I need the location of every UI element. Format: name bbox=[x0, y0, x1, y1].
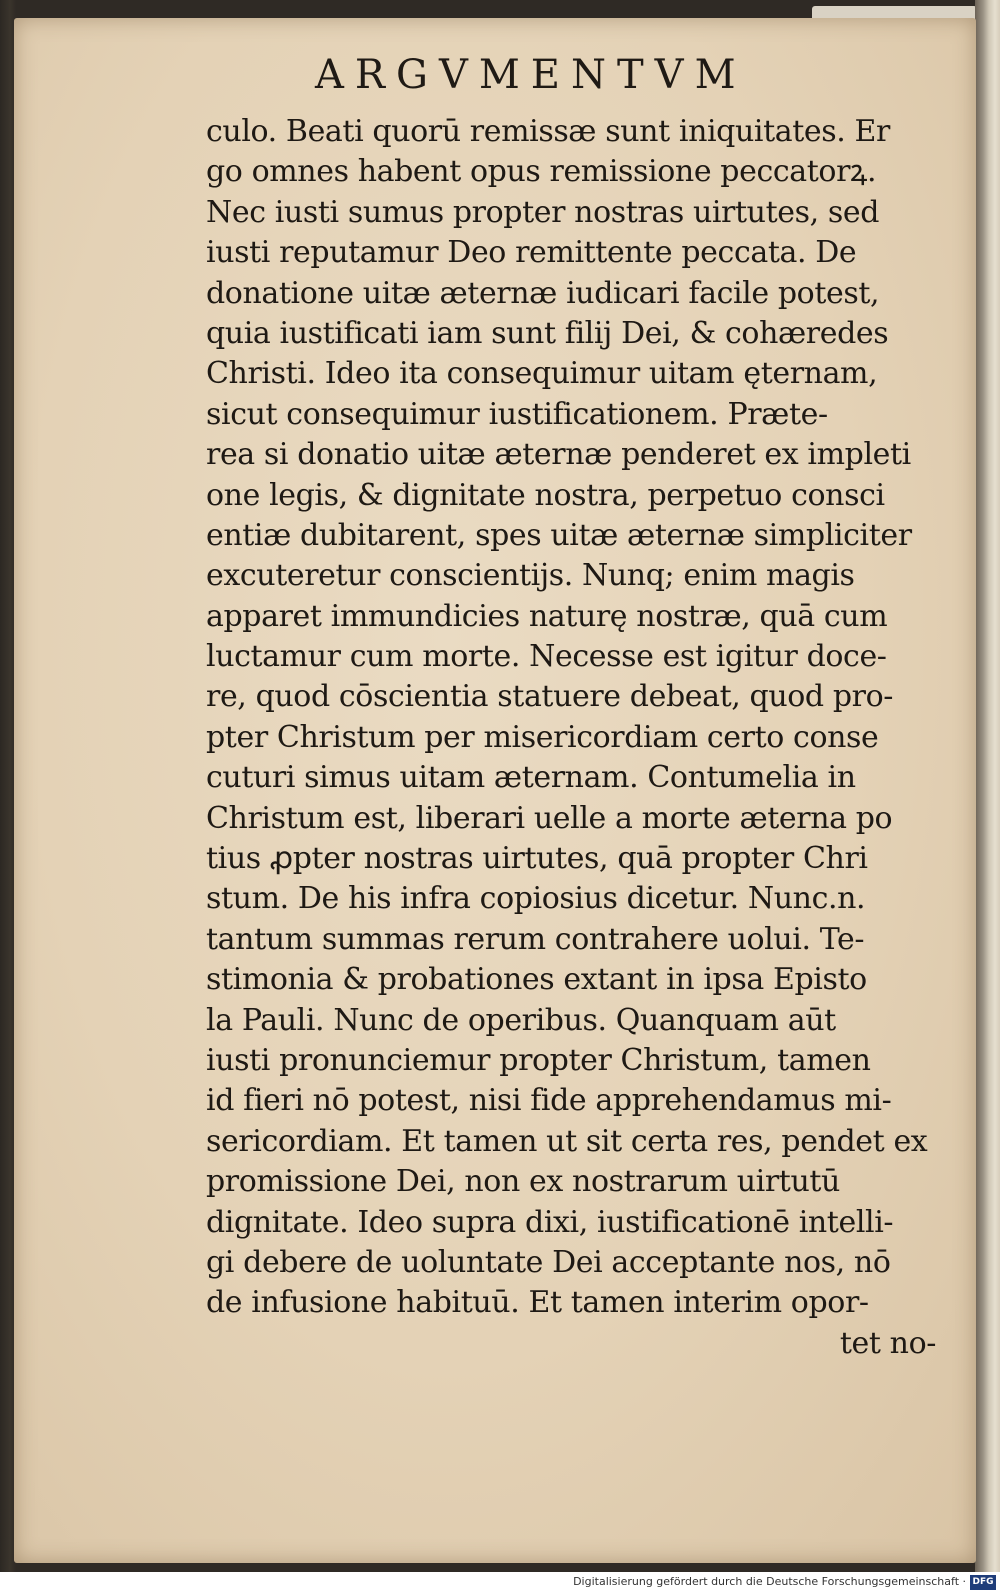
text-line: culo. Beati quorū remissæ sunt iniquitates. Er bbox=[206, 114, 890, 149]
text-line: tantum summas rerum contrahere uolui. Te- bbox=[206, 921, 865, 957]
book-edge bbox=[975, 0, 1000, 1572]
text-line: sericordiam. Et tamen ut sit certa res, pendet ex bbox=[206, 1123, 928, 1159]
footer-bar bbox=[0, 1572, 1000, 1594]
text-line: tius ꝓpter nostras uirtutes, quā propter Chri bbox=[206, 841, 868, 877]
text-line: stimonia & probationes extant in ipsa Episto bbox=[206, 962, 867, 998]
funding-note: Digitalisierung gefördert durch die Deutsche Forschungsgemeinschaft · bbox=[573, 1575, 966, 1588]
text-line: one legis, & dignitate nostra, perpetuo consci bbox=[206, 477, 885, 513]
body-text bbox=[206, 112, 944, 1324]
text-line: dignitate. Ideo supra dixi, iustificationē intelli- bbox=[206, 1204, 894, 1240]
text-line: la Pauli. Nunc de operibus. Quanquam aūt bbox=[206, 1002, 836, 1038]
text-line: de infusione habituū. Et tamen interim opor- bbox=[206, 1285, 869, 1321]
text-line: re, quod cōscientia statuere debeat, quod pro- bbox=[206, 679, 893, 715]
text-line: go omnes habent opus remissione peccatorꝝ. bbox=[206, 154, 877, 190]
text-line: promissione Dei, non ex nostrarum uirtutū bbox=[206, 1164, 840, 1200]
text-line: apparet immundicies naturę nostræ, quā cum bbox=[206, 598, 888, 634]
text-line: Christum est, liberari uelle a morte æterna po bbox=[206, 800, 893, 836]
text-line: cuturi simus uitam æternam. Contumelia in bbox=[206, 760, 856, 796]
text-line: donatione uitæ æternæ iudicari facile potest, bbox=[206, 275, 880, 311]
dfg-logo: DFG bbox=[970, 1575, 996, 1590]
text-line: rea si donatio uitæ æternæ penderet ex impleti bbox=[206, 437, 911, 473]
text-line: excuteretur conscientijs. Nunq; enim magis bbox=[206, 558, 855, 594]
text-line: stum. De his infra copiosius dicetur. Nunc.n. bbox=[206, 881, 866, 917]
text-line: gi debere de uoluntate Dei acceptante nos, nō bbox=[206, 1244, 891, 1280]
text-line: entiæ dubitarent, spes uitæ æternæ simpliciter bbox=[206, 517, 912, 553]
text-line: sicut consequimur iustificationem. Præte- bbox=[206, 396, 828, 432]
text-line: id fieri nō potest, nisi fide apprehendamus mi- bbox=[206, 1083, 892, 1119]
catchword: tet no- bbox=[839, 1326, 936, 1361]
text-line: Christi. Ideo ita consequimur uitam ęternam, bbox=[206, 356, 878, 392]
text-line: iusti pronunciemur propter Christum, tamen bbox=[206, 1042, 871, 1078]
text-line: iusti reputamur Deo remittente peccata. De bbox=[206, 235, 857, 271]
text-line: quia iustificati iam sunt filij Dei, & cohæredes bbox=[206, 315, 889, 351]
running-head: ARGVMENTVM bbox=[315, 52, 747, 98]
text-line: pter Christum per misericordiam certo conse bbox=[206, 719, 879, 755]
text-line: Nec iusti sumus propter nostras uirtutes, sed bbox=[206, 194, 880, 230]
text-line: luctamur cum morte. Necesse est igitur doce- bbox=[206, 639, 887, 675]
